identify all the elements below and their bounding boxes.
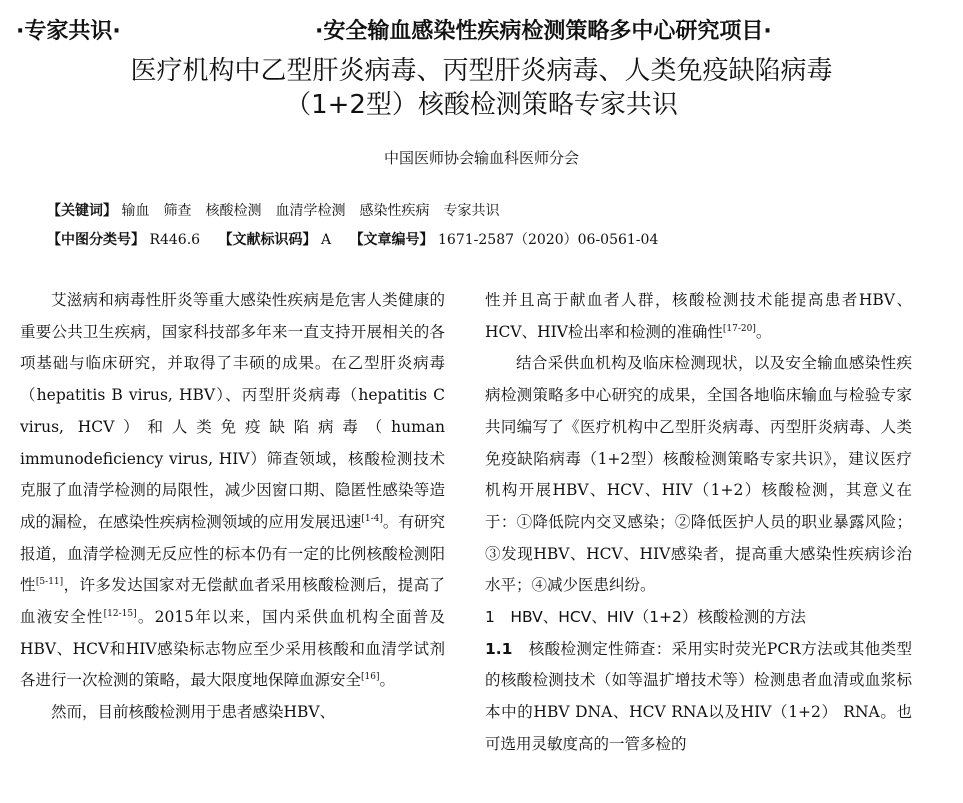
citation: [1-4] [361, 513, 383, 524]
citation: [5-11] [35, 577, 64, 588]
clc-label: 【中图分类号】 [47, 232, 145, 248]
paragraph: 然而，目前核酸检测用于患者感染HBV、 [51, 703, 336, 722]
section-heading: 1 HBV、HCV、HIV（1+2）核酸检测的方法 [485, 608, 806, 627]
title-line-1: 医疗机构中乙型肝炎病毒、丙型肝炎病毒、人类免疫缺陷病毒 [130, 56, 833, 86]
left-column [20, 285, 445, 729]
doc-code-value: A [320, 232, 332, 248]
citation: [16] [361, 672, 380, 683]
author-organization: 中国医师协会输血科医师分会 [383, 149, 579, 167]
keywords-line [47, 200, 499, 220]
clc-value: R446.6 [149, 232, 201, 248]
citation: [17-20] [722, 323, 756, 334]
paragraph-text: 。有研究报道，血清学检测无反应性的标本仍有一定的比例核酸检测阳性 [20, 512, 445, 595]
article-number-value: 1671-2587（2020）06-0561-04 [438, 232, 659, 248]
paragraph-text: 。 [755, 322, 772, 341]
paragraph-text: 核酸检测定性筛查：采用实时荧光PCR方法或其他类型的核酸检测技术（如等温扩增技术等）检测患者血清或血浆标本中的HBV DNA、HCV RNA以及HIV（1+2） RNA。也可选用灵敏度高的一管多检的 [485, 639, 912, 753]
keywords-label: 【关键词】 [47, 203, 117, 219]
title-line-2: （1+2型）核酸检测策略专家共识 [285, 90, 678, 120]
paragraph-text: 。 [379, 671, 396, 690]
classification-line [47, 229, 658, 249]
paragraph-text: ，许多发达国家对无偿献血者采用核酸检测后，提高了血液安全性 [20, 576, 445, 627]
subsection-number: 1.1 [485, 639, 513, 658]
article-number-label: 【文章编号】 [349, 232, 434, 248]
paragraph: 结合采供血机构及临床检测现状，以及安全输血感染性疾病检测策略多中心研究的成果，全国各地临床输血与检验专家共同编写了《医疗机构中乙型肝炎病毒、丙型肝炎病毒、人类免疫缺陷病毒（1+2型）核酸检测策略专家共识》，建议医疗机构开展HBV、HCV、HIV（1+2）核酸检测，其意义在于：①降低院内交叉感染；②降低医护人员的职业暴露风险；③发现HBV、HCV、HIV感染者，提高重大感染性疾病诊治水平；④减少医患纠纷。 [485, 354, 912, 595]
column-header-right: ·安全输血感染性疾病检测策略多中心研究项目· [315, 19, 772, 44]
paragraph [20, 285, 445, 697]
paragraph [485, 285, 912, 348]
paragraph [485, 634, 912, 761]
keywords-value: 输血 筛查 核酸检测 血清学检测 感染性疾病 专家共识 [121, 203, 500, 219]
paragraph-text: 性并且高于献血者人群，核酸检测技术能提高患者HBV、HCV、HIV检出率和检测的准确性 [485, 291, 912, 341]
column-header-left: ·专家共识· [16, 19, 121, 44]
paragraph-text: 艾滋病和病毒性肝炎等重大感染性疾病是危害人类健康的重要公共卫生疾病，国家科技部多年来一直支持开展相关的各项基础与临床研究，并取得了丰硕的成果。在乙型肝炎病毒（hepatitis B virus, HBV）、丙型肝炎病毒（hepatitis C virus, HCV）和人类免疫缺陷病毒（human immunodeficiency virus, HIV）筛查领域，核酸检测技术克服了血清学检测的局限性，减少因窗口期、隐匿性感染等造成的漏检，在感染性疾病检测领域的应用发展迅速 [20, 291, 445, 531]
paragraph-text: 。2015年以来，国内采供血机构全面普及HBV、HCV和HIV感染标志物应至少采用核酸和血清学试剂各进行一次检测的策略，最大限度地保障血源安全 [20, 608, 445, 690]
right-column [485, 285, 912, 761]
citation: [12-15] [103, 608, 137, 619]
doc-code-label: 【文献标识码】 [218, 232, 317, 248]
